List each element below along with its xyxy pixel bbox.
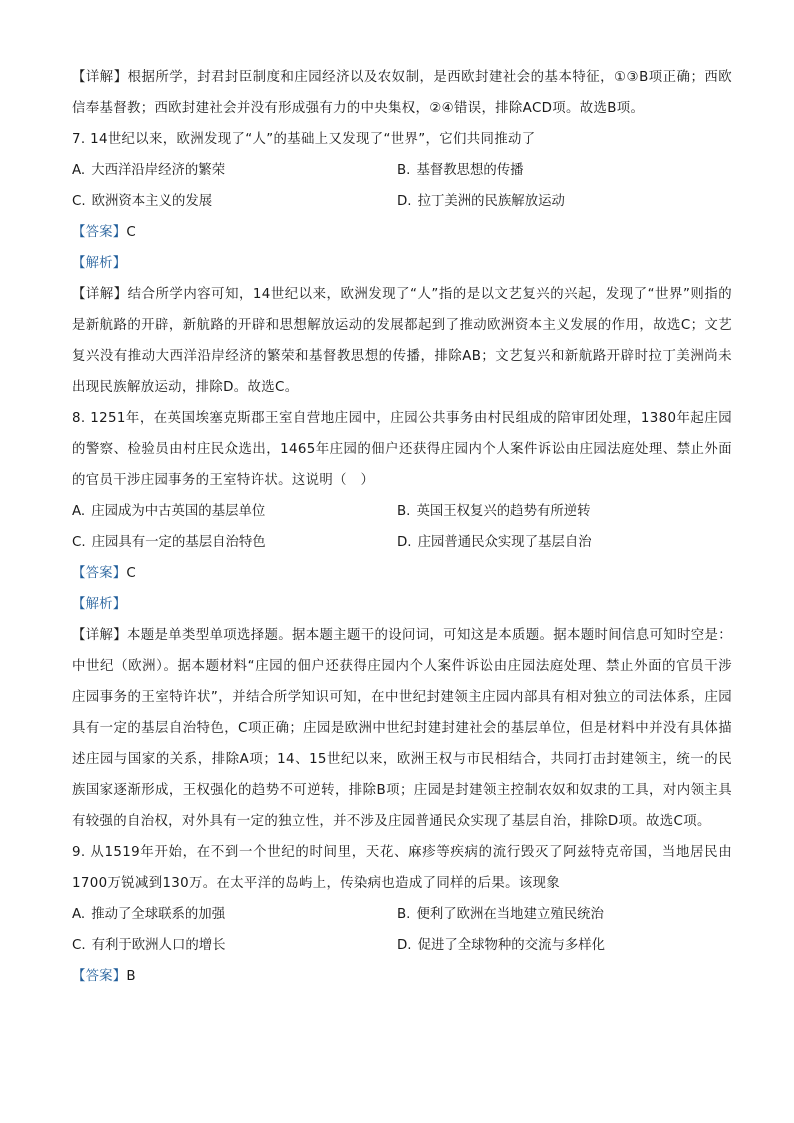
- answer-label: 【答案】: [72, 566, 127, 581]
- prev-detail: 【详解】根据所学，封君封臣制度和庄园经济以及农奴制，是西欧封建社会的基本特征，①③B项正确；西欧信奉基督教；西欧封建社会并没有形成强有力的中央集权，②④错误，排除ACD项。故选B项。: [72, 70, 732, 116]
- q8-answer: 【答案】C: [72, 566, 136, 581]
- q8-options-row-2: [72, 527, 732, 558]
- q8-option-c: C. 庄园具有一定的基层自治特色: [72, 535, 266, 550]
- q8-option-a: A. 庄园成为中古英国的基层单位: [72, 504, 266, 519]
- q7-option-a: A. 大西洋沿岸经济的繁荣: [72, 163, 226, 178]
- q8-detail: 【详解】本题是单类型单项选择题。据本题主题干的设问词，可知这是本质题。据本题时间信息可知时空是：中世纪（欧洲）。据本题材料“庄园的佃户还获得庄园内个人案件诉讼由庄园法庭处理、禁止外面的官员干涉庄园事务的王室特许状”，并结合所学知识可知，在中世纪封建领主庄园内部具有相对独立的司法体系，庄园具有一定的基层自治特色，C项正确；庄园是欧洲中世纪封建封建社会的基层单位，但是材料中并没有具体描述庄园与国家的关系，排除A项；14、15世纪以来，欧洲王权与市民相结合，共同打击封建领主，统一的民族国家逐渐形成，王权强化的趋势不可逆转，排除B项；庄园是封建领主控制农奴和奴隶的工具，对内领主具有较强的自治权，对外具有一定的独立性，并不涉及庄园普通民众实现了基层自治，排除D项。故选C项。: [72, 628, 732, 829]
- q7-answer: 【答案】C: [72, 225, 136, 240]
- q9-options-row-1: [72, 899, 732, 930]
- q7-analysis-label: 【解析】: [72, 256, 127, 271]
- q9-option-a: A. 推动了全球联系的加强: [72, 907, 226, 922]
- q8-option-d: D. 庄园普通民众实现了基层自治: [397, 535, 592, 550]
- q7-stem: 7. 14世纪以来，欧洲发现了“人”的基础上又发现了“世界”，它们共同推动了: [72, 132, 536, 147]
- q8-analysis-label: 【解析】: [72, 597, 127, 612]
- q8-options-row-1: [72, 496, 732, 527]
- q9-options-row-2: [72, 930, 732, 961]
- q7-option-b: B. 基督教思想的传播: [397, 163, 524, 178]
- answer-label: 【答案】: [72, 225, 127, 240]
- detail-label: 【详解】: [72, 287, 128, 302]
- q7-options-row-1: [72, 155, 732, 186]
- answer-label: 【答案】: [72, 969, 127, 984]
- q9-option-d: D. 促进了全球物种的交流与多样化: [397, 938, 606, 953]
- q8-option-b: B. 英国王权复兴的趋势有所逆转: [397, 504, 591, 519]
- q7-option-c: C. 欧洲资本主义的发展: [72, 194, 213, 209]
- q9-answer: 【答案】B: [72, 969, 136, 984]
- detail-label: 【详解】: [72, 628, 127, 643]
- q7-detail: 【详解】结合所学内容可知，14世纪以来，欧洲发现了“人”指的是以文艺复兴的兴起，发现了“世界”则指的是新航路的开辟，新航路的开辟和思想解放运动的发展都起到了推动欧洲资本主义发展的作用，故选C；文艺复兴没有推动大西洋沿岸经济的繁荣和基督教思想的传播，排除AB；文艺复兴和新航路开辟时拉丁美洲尚未出现民族解放运动，排除D。故选C。: [72, 287, 732, 395]
- detail-label: 【详解】: [72, 70, 128, 85]
- q9-option-c: C. 有利于欧洲人口的增长: [72, 938, 226, 953]
- q7-option-d: D. 拉丁美洲的民族解放运动: [397, 194, 565, 209]
- q9-option-b: B. 便利了欧洲在当地建立殖民统治: [397, 907, 604, 922]
- document-page: [72, 62, 732, 992]
- q9-stem: 9. 从1519年开始，在不到一个世纪的时间里，天花、麻疹等疾病的流行毁灭了阿兹特克帝国，当地居民由1700万锐减到130万。在太平洋的岛屿上，传染病也造成了同样的后果。该现象: [72, 845, 732, 891]
- q7-options-row-2: [72, 186, 732, 217]
- q8-stem: 8. 1251年，在英国埃塞克斯郡王室自营地庄园中，庄园公共事务由村民组成的陪审团处理，1380年起庄园的警察、检验员由村庄民众选出，1465年庄园的佃户还获得庄园内个人案件诉讼由庄园法庭处理、禁止外面的官员干涉庄园事务的王室特许状。这说明（ ）: [72, 411, 732, 488]
